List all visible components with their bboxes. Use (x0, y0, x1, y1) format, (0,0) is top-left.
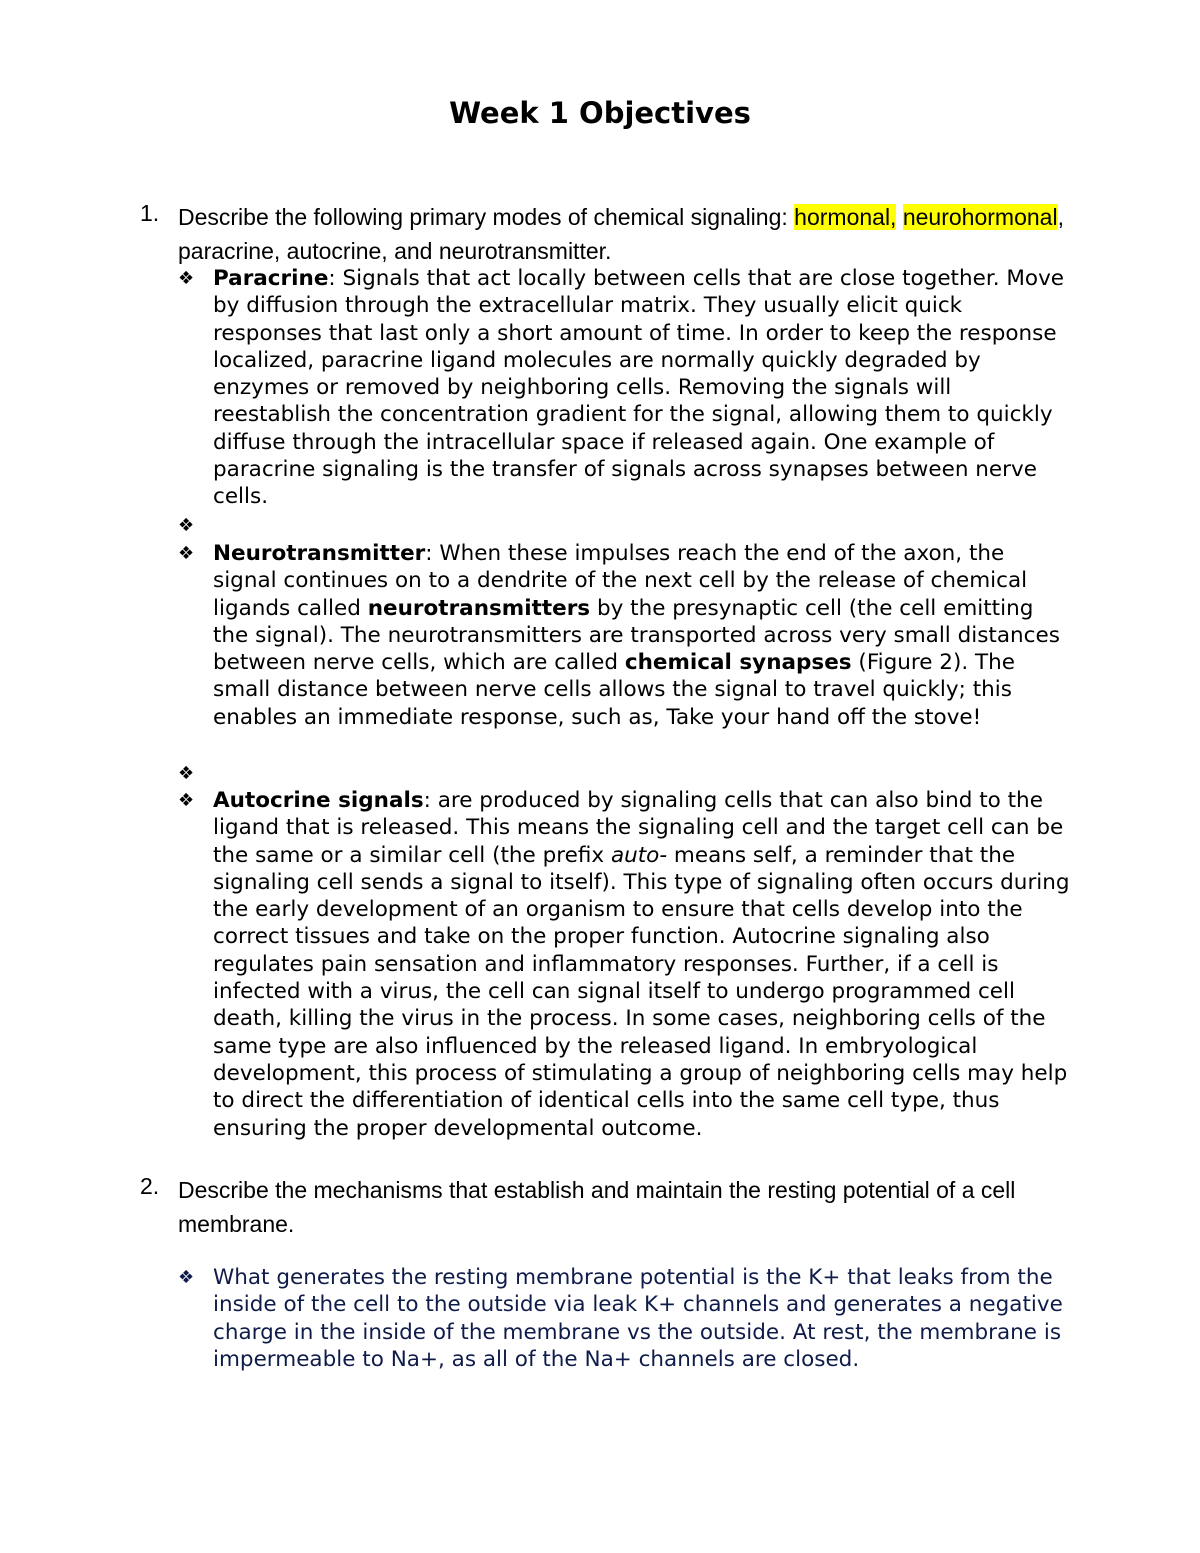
objective-number: 1. (140, 200, 160, 226)
diamond-bullet-icon: ❖ (178, 268, 195, 289)
diamond-bullet-icon: ❖ (178, 543, 195, 564)
objective-number: 2. (140, 1173, 160, 1199)
page-title: Week 1 Objectives (449, 96, 751, 130)
paracrine-text: Paracrine: Signals that act locally between cells that are close together. Move by diffusion through the extracellular matrix. They usually elicit quick responses that last only a short amount of time. In order to keep the response localized, paracrine ligand molecules are normally quickly degraded by enzymes or removed by neighboring cells. Removing the signals will reestablish the concentration gradient for the signal, allowing them to quickly diffuse through the intracellular space if released again. One example of paracrine signaling is the transfer of signals across synapses between nerve cells. (213, 266, 1065, 510)
objective-text: Describe the mechanisms that establish and maintain the resting potential of a cell membrane. (178, 1177, 1016, 1237)
term-autocrine: Autocrine signals (213, 788, 424, 813)
resting-potential-text: What generates the resting membrane potential is the K+ that leaks from the inside of the cell to the outside via leak K+ channels and generates a negative charge in the inside of the membrane vs the outside. At rest, the membrane is impermeable to Na+, as all of the Na+ channels are closed. (213, 1265, 1063, 1372)
objective-text: Describe the following primary modes of chemical signaling: hormonal, neurohormonal, paracrine, autocrine, and neurotransmitter. (178, 204, 1064, 264)
diamond-bullet-icon: ❖ (178, 1267, 195, 1288)
diamond-bullet-icon: ❖ (178, 790, 195, 811)
autocrine-text: Autocrine signals: are produced by signaling cells that can also bind to the ligand that is released. This means the signaling cell and the target cell can be the same or a similar cell (the prefix auto- means self, a reminder that the signaling cell sends a signal to itself). This type of signaling often occurs during the early development of an organism to ensure that cells develop into the correct tissues and take on the proper function. Autocrine signaling also regulates pain sensation and inflammatory responses. Further, if a cell is infected with a virus, the cell can signal itself to undergo programmed cell death, killing the virus in the process. In some cases, neighboring cells of the same type are also influenced by the released ligand. In embryological development, this process of stimulating a group of neighboring cells may help to direct the differentiation of identical cells into the same cell type, thus ensuring the proper developmental outcome. (213, 788, 1070, 1141)
highlight-hormonal: hormonal, (794, 204, 897, 230)
diamond-bullet-icon: ❖ (178, 763, 195, 784)
term-neurotransmitter: Neurotransmitter (213, 541, 426, 566)
diamond-bullet-icon: ❖ (178, 515, 195, 536)
term-paracrine: Paracrine (213, 266, 329, 291)
highlight-neurohormonal: neurohormonal (902, 204, 1058, 230)
neurotransmitter-text: Neurotransmitter: When these impulses reach the end of the axon, the signal continues on to a dendrite of the next cell by the release of chemical ligands called neurotransmitters by the presynaptic cell (the cell emitting the signal). The neurotransmitters are transported across very small distances between nerve cells, which are called chemical synapses (Figure 2). The small distance between nerve cells allows the signal to travel quickly; this enables an immediate response, such as, Take your hand off the stove! (213, 541, 1060, 730)
